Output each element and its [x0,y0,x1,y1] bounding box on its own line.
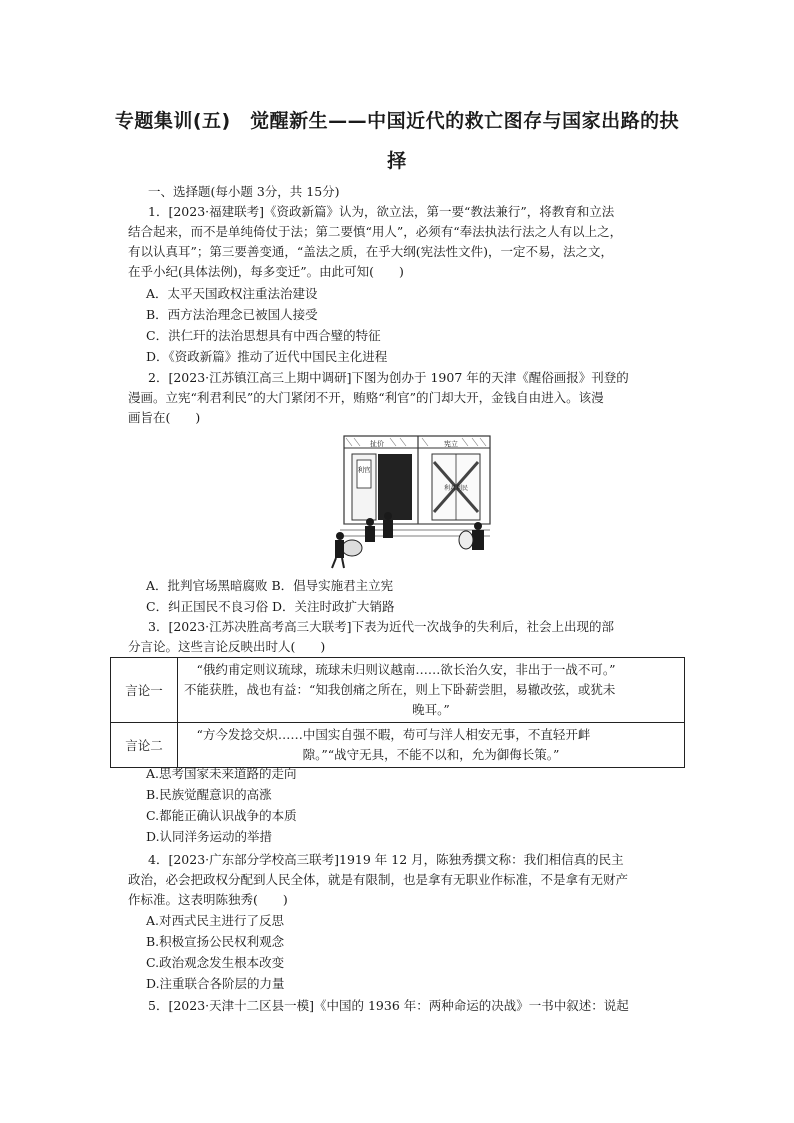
q1-option-d[interactable]: D．《资政新篇》推动了近代中国民主化进程 [146,349,388,364]
q4-line: 4．[2023·广东部分学校高三联考]1919 年 12 月，陈独秀撰文称：我们相信真的民主 [148,852,624,867]
q3-option-c[interactable]: C.都能正确认识战争的本质 [146,808,297,823]
q2-options-cd[interactable]: C．纠正国民不良习俗 D．关注时政扩大销路 [146,599,395,614]
table-label: 言论二 [111,723,178,768]
statement-line: 不能获胜，战也有益：“知我创痛之所在，则上下卧薪尝胆，易辙改弦，或犹未 [184,682,616,697]
q4-option-d[interactable]: D.注重联合各阶层的力量 [146,976,285,991]
q4-line: 作标准。这表明陈独秀( ) [128,892,288,907]
q3-option-b[interactable]: B.民族觉醒意识的高涨 [146,787,272,802]
q3-line: 3．[2023·江苏决胜高考高三大联考]下表为近代一次战争的失利后，社会上出现的部 [148,619,614,634]
cartoon-sign-right: 利君利民 [443,485,469,492]
q1-line: 1．[2023·福建联考]《资政新篇》认为，欲立法，第一要“教法兼行”，将教育和立法 [148,204,615,219]
section-heading: 一、选择题(每小题 3分，共 15分) [148,184,340,199]
statements-table [110,657,685,768]
page-title-continued: 择 [387,150,407,172]
q5-line: 5．[2023·天津十二区县一模]《中国的 1936 年：两种命运的决战》一书中叙述：说起 [148,998,629,1013]
page-title: 专题集训(五) 觉醒新生——中国近代的救亡图存与国家出路的抉 [114,110,680,132]
q1-option-b[interactable]: B．西方法治理念已被国人接受 [146,307,318,322]
table-cell [178,658,685,723]
q2-line: 画旨在( ) [128,410,201,425]
q3-option-d[interactable]: D.认同洋务运动的举措 [146,829,273,844]
statement-line: “俄约甫定则议琉球，琉球未归则议越南……欲长治久安，非出于一战不可。” [196,662,616,677]
statement-line: 隙。”“战守无具，不能不以和，允为御侮长策。” [302,747,560,762]
q1-line: 有以认真耳”；第三要善变通，“盖法之质，在乎大纲(宪法性文件)，一定不易，法之文， [128,244,614,259]
q1-line: 在乎小纪(具体法例)，每多变迁”。由此可知( ) [128,264,404,279]
cartoon-illustration [330,432,494,570]
q1-option-c[interactable]: C．洪仁玕的法治思想具有中西合璧的特征 [146,328,381,343]
q2-line: 漫画。立宪“利君利民”的大门紧闭不开，贿赂“利官”的门却大开，金钱自由进入。该漫 [128,390,604,405]
q2-options-ab[interactable]: A．批判官场黑暗腐败 B．倡导实施君主立宪 [146,578,394,593]
q1-line: 结合起来，而不是单纯倚仗于法；第二要慎“用人”，必须有“奉法执法行法之人有以上之， [128,224,623,239]
cartoon-header-left: 扯价 [370,440,384,448]
statement-line: 晚耳。” [412,702,450,717]
cartoon-sign-left: 利官 [357,466,371,474]
table-row [111,658,685,723]
q3-line: 分言论。这些言论反映出时人( ) [128,639,326,654]
q4-line: 政治，必会把政权分配到人民全体，就是有限制，也是拿有无职业作标准，不是拿有无财产 [128,872,629,887]
q1-option-a[interactable]: A．太平天国政权注重法治建设 [146,286,318,301]
q4-option-c[interactable]: C.政治观念发生根本改变 [146,955,285,970]
statement-line: “方今发捻交炽……中国实自强不暇，苟可与洋人相安无事，不直轻开衅 [196,727,591,742]
table-label: 言论一 [111,658,178,723]
table-row [111,723,685,768]
q2-line: 2．[2023·江苏镇江高三上期中调研]下图为创办于 1907 年的天津《醒俗画报》刊登的 [148,370,629,385]
q3-option-a[interactable]: A.思考国家未来道路的走向 [146,766,297,781]
table-cell [178,723,685,768]
cartoon-header-right: 宪立 [444,440,458,448]
q4-option-a[interactable]: A.对西式民主进行了反思 [146,913,285,928]
q4-option-b[interactable]: B.积极宣扬公民权利观念 [146,934,285,949]
